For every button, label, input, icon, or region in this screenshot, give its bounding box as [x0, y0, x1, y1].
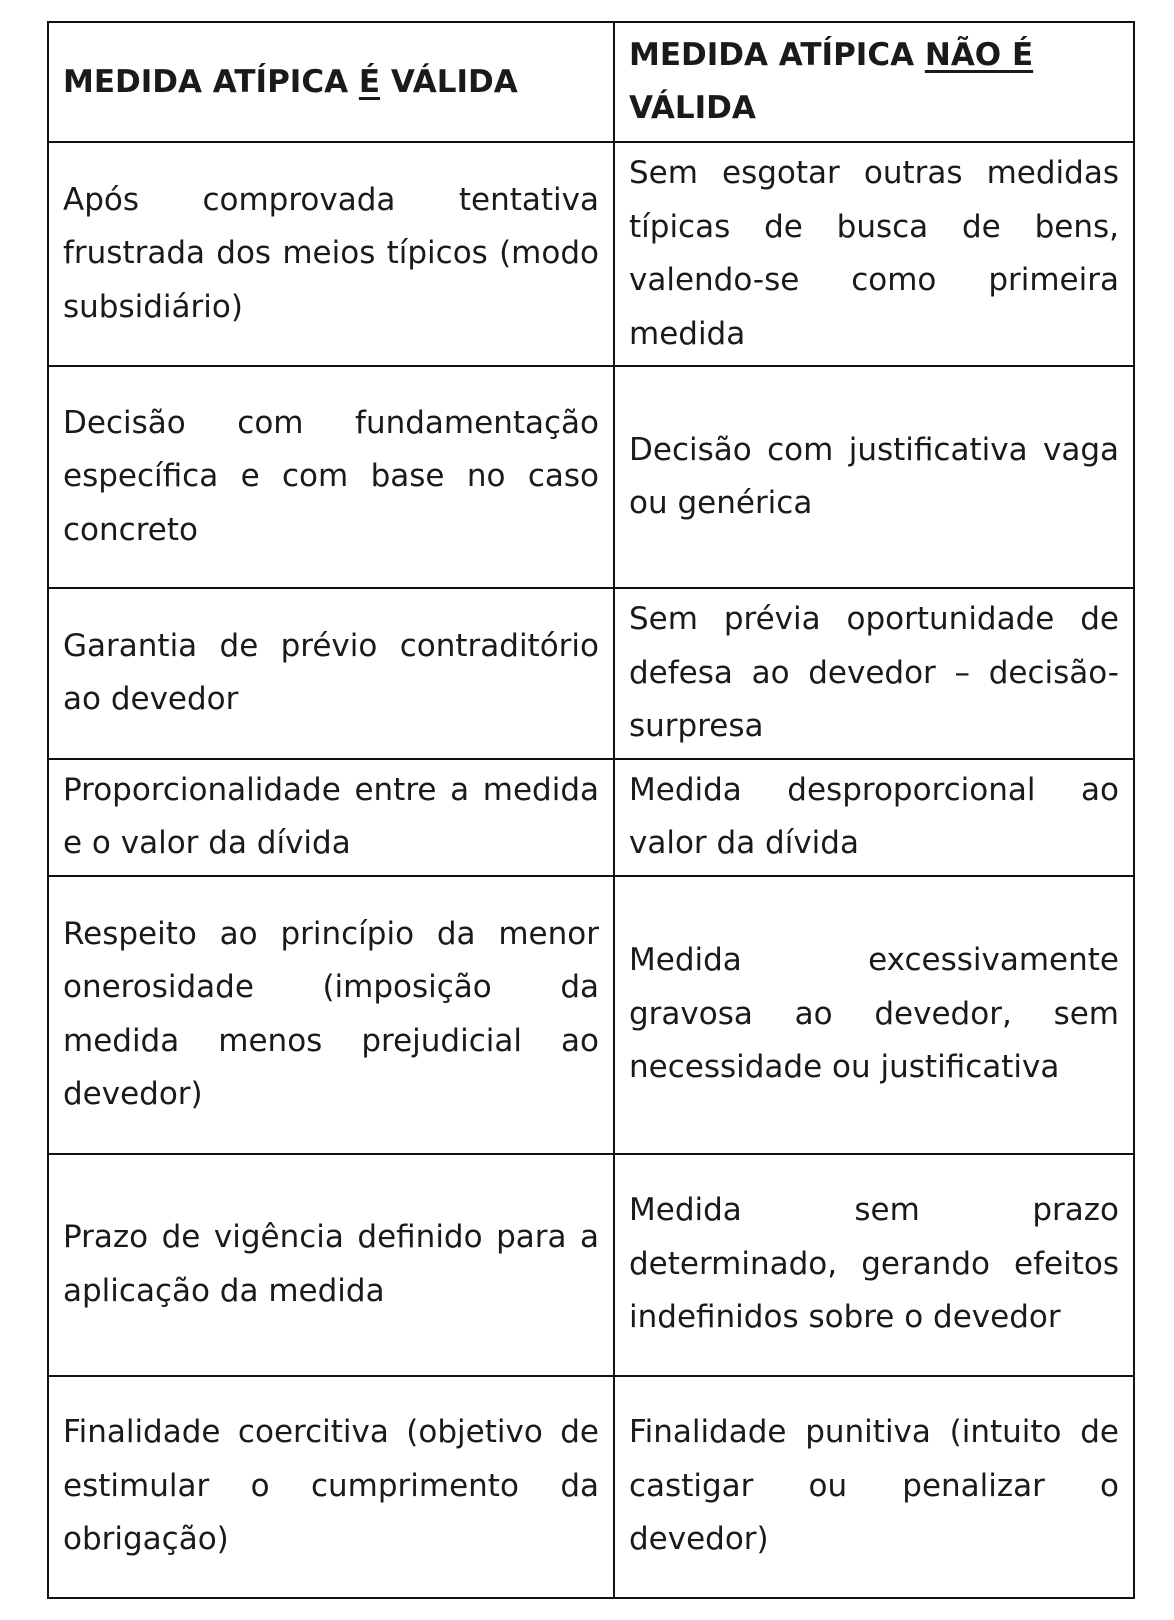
valid-cell: Proporcionalidade entre a medida e o valor da dívida	[48, 759, 614, 876]
header-invalid-emphasis: NÃO É	[924, 37, 1034, 73]
header-valid-suffix: VÁLIDA	[380, 63, 518, 100]
comparison-table	[47, 21, 1135, 1599]
header-valid-prefix: MEDIDA ATÍPICA	[63, 63, 359, 100]
invalid-cell: Medida sem prazo determinado, gerando efeitos indefinidos sobre o devedor	[614, 1154, 1134, 1376]
valid-cell: Após comprovada tentativa frustrada dos meios típicos (modo subsidiário)	[48, 142, 614, 366]
header-valid	[48, 22, 614, 142]
header-row	[48, 22, 1134, 142]
invalid-cell: Finalidade punitiva (intuito de castigar ou penalizar o devedor)	[614, 1376, 1134, 1598]
header-valid-emphasis: É	[358, 63, 381, 100]
header-invalid-prefix: MEDIDA ATÍPICA	[629, 37, 925, 73]
valid-cell: Prazo de vigência definido para a aplicação da medida	[48, 1154, 614, 1376]
valid-cell: Decisão com fundamentação específica e com base no caso concreto	[48, 366, 614, 588]
header-invalid-suffix: VÁLIDA	[629, 90, 756, 126]
table-row	[48, 1154, 1134, 1376]
invalid-cell: Sem prévia oportunidade de defesa ao devedor – decisão-surpresa	[614, 588, 1134, 759]
valid-cell: Finalidade coercitiva (objetivo de estimular o cumprimento da obrigação)	[48, 1376, 614, 1598]
valid-cell: Garantia de prévio contraditório ao devedor	[48, 588, 614, 759]
invalid-cell: Sem esgotar outras medidas típicas de busca de bens, valendo-se como primeira medida	[614, 142, 1134, 366]
table-row	[48, 1376, 1134, 1598]
table-row	[48, 366, 1134, 588]
invalid-cell: Medida desproporcional ao valor da dívida	[614, 759, 1134, 876]
invalid-cell: Medida excessivamente gravosa ao devedor, sem necessidade ou justificativa	[614, 876, 1134, 1154]
invalid-cell: Decisão com justificativa vaga ou genérica	[614, 366, 1134, 588]
header-invalid	[614, 22, 1134, 142]
table-row	[48, 588, 1134, 759]
table-row	[48, 759, 1134, 876]
valid-cell: Respeito ao princípio da menor onerosidade (imposição da medida menos prejudicial ao devedor)	[48, 876, 614, 1154]
table-row	[48, 142, 1134, 366]
table-row	[48, 876, 1134, 1154]
